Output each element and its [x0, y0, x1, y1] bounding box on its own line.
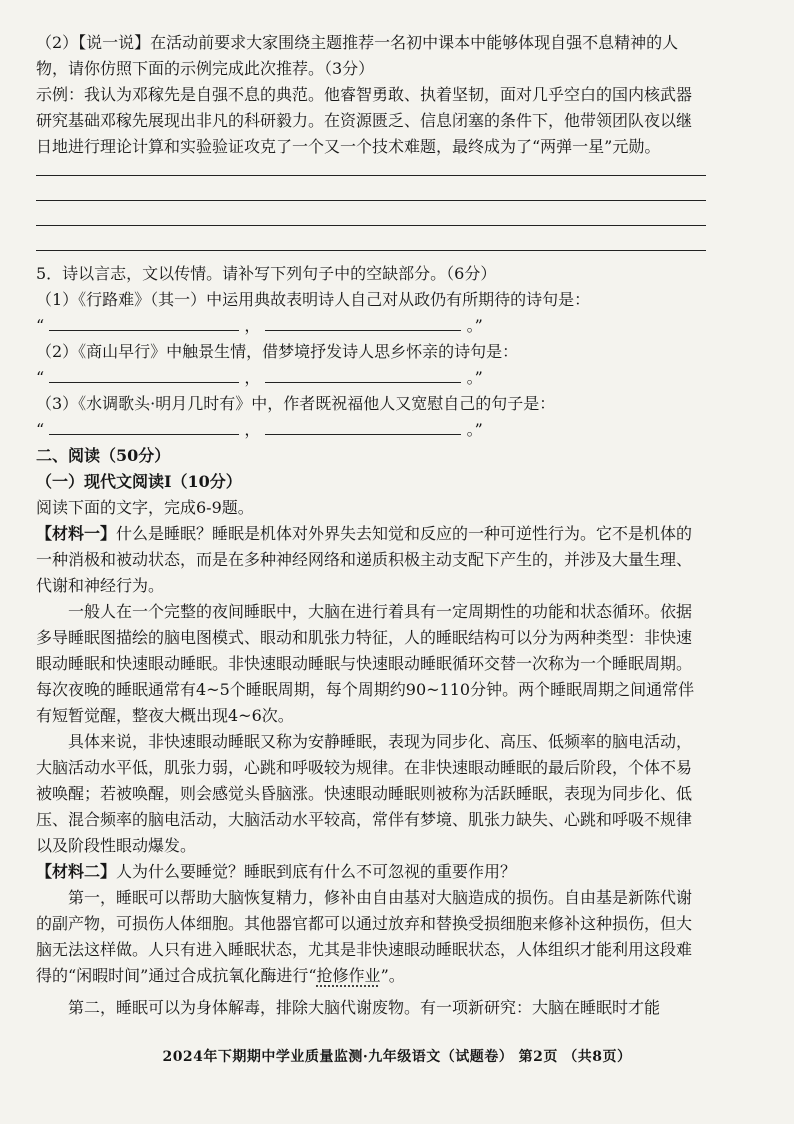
q4-2-example: 示例：我认为邓稼先是自强不息的典范。他睿智勇敢、执着坚韧，面对几乎空白的国内核武器研究基础邓稼先展现出非凡的科研毅力。在资源匮乏、信息闭塞的条件下，他带领团队夜以继日地进行理论计算和实验验证攻克了一个又一个技术难题，最终成为了“两弹一星”元勋。 — [36, 85, 693, 156]
open-quote: “ — [36, 316, 45, 335]
q5-item-2-fill — [36, 365, 706, 391]
fill-blank[interactable] — [265, 366, 461, 383]
answer-line[interactable] — [36, 249, 706, 251]
q5-item-1-prompt: （1）《行路难》（其一）中运用典故表明诗人自己对从政仍有所期待的诗句是： — [36, 290, 591, 309]
comma: ， — [244, 420, 261, 439]
q5-item-3-prompt: （3）《水调歌头·明月几时有》中，作者既祝福他人又宽慰自己的句子是： — [36, 394, 556, 413]
close-quote: 。” — [466, 316, 483, 335]
q5-item-1-fill — [36, 313, 706, 339]
answer-lines[interactable] — [36, 174, 706, 251]
material1-label: 【材料一】 — [36, 524, 117, 543]
material1-p1-text: 什么是睡眠？睡眠是机体对外界失去知觉和反应的一种可逆性行为。它不是机体的一种消极和被动状态，而是在多种神经网络和递质积极主动支配下产生的，并涉及大量生理、代谢和神经行为。 — [36, 524, 693, 595]
q5-item-2-prompt: （2）《商山早行》中触景生情，借梦境抒发诗人思乡怀亲的诗句是： — [36, 342, 519, 361]
page-footer: 2024年下期期中学业质量监测·九年级语文（试题卷） 第2页 （共8页） — [162, 1049, 632, 1065]
material2-p1 — [36, 859, 706, 885]
material2-p3: 第二，睡眠可以为身体解毒，排除大脑代谢废物。有一项新研究：大脑在睡眠时才能 — [68, 998, 661, 1017]
open-quote: “ — [36, 368, 45, 387]
open-quote: “ — [36, 420, 45, 439]
answer-line[interactable] — [36, 199, 706, 201]
material2-p2-text-b: ”。 — [380, 966, 405, 985]
close-quote: 。” — [466, 368, 483, 387]
section2-subtitle: （一）现代文阅读Ⅰ（10分） — [36, 472, 242, 491]
comma: ， — [244, 316, 261, 335]
section2-title: 二、阅读（50分） — [36, 446, 171, 465]
material2-label: 【材料二】 — [36, 862, 117, 881]
q5-item-3-fill — [36, 417, 706, 443]
material2-p1-text: 人为什么要睡觉？睡眠到底有什么不可忽视的重要作用？ — [116, 862, 517, 881]
comma: ， — [244, 368, 261, 387]
material1-p3: 具体来说，非快速眼动睡眠又称为安静睡眠，表现为同步化、高压、低频率的脑电活动，大脑活动水平低，肌张力弱，心跳和呼吸较为规律。在非快速眼动睡眠的最后阶段，个体不易被唤醒；若被唤醒，则会感觉头昏脑涨。快速眼动睡眠则被称为活跃睡眠，表现为同步化、低压、混合频率的脑电活动，大脑活动水平较高，常伴有梦境、肌张力缺失、心跳和呼吸不规律以及阶段性眼动爆发。 — [36, 732, 693, 855]
material2-p2 — [36, 885, 706, 989]
fill-blank[interactable] — [49, 314, 239, 331]
answer-line[interactable] — [36, 224, 706, 226]
close-quote: 。” — [466, 420, 483, 439]
material1-p1 — [36, 521, 706, 599]
q4-2-prompt: （2）【说一说】在活动前要求大家围绕主题推荐一名初中课本中能够体现自强不息精神的人物，请你仿照下面的示例完成此次推荐。（3分） — [36, 33, 679, 78]
emphasized-phrase: 抢修作业 — [316, 966, 381, 985]
fill-blank[interactable] — [265, 314, 461, 331]
material2-p2-text-a: 第一，睡眠可以帮助大脑恢复精力，修补由自由基对大脑造成的损伤。自由基是新陈代谢的副产物，可损伤人体细胞。其他器官都可以通过放弃和替换受损细胞来修补这种损伤，但大脑无法这样做。人只有进入睡眠状态，尤其是非快速眼动睡眠状态，人体组织才能利用这段难得的“闲暇时间”通过合成抗氧化酶进行“ — [36, 888, 693, 985]
material1-p2: 一般人在一个完整的夜间睡眠中，大脑在进行着具有一定周期性的功能和状态循环。依据多导睡眠图描绘的脑电图模式、眼动和肌张力特征，人的睡眠结构可以分为两种类型：非快速眼动睡眠和快速眼动睡眠。非快速眼动睡眠与快速眼动睡眠循环交替一次称为一个睡眠周期。每次夜晚的睡眠通常有4~5个睡眠周期，每个周期约90~110分钟。两个睡眠周期之间通常伴有短暂觉醒，整夜大概出现4~6次。 — [36, 602, 695, 725]
fill-blank[interactable] — [49, 366, 239, 383]
reading-instruction: 阅读下面的文字，完成6-9题。 — [36, 498, 254, 517]
fill-blank[interactable] — [265, 418, 461, 435]
fill-blank[interactable] — [49, 418, 239, 435]
q5-title: 5．诗以言志，文以传情。请补写下列句子中的空缺部分。（6分） — [36, 264, 497, 283]
answer-line[interactable] — [36, 174, 706, 176]
